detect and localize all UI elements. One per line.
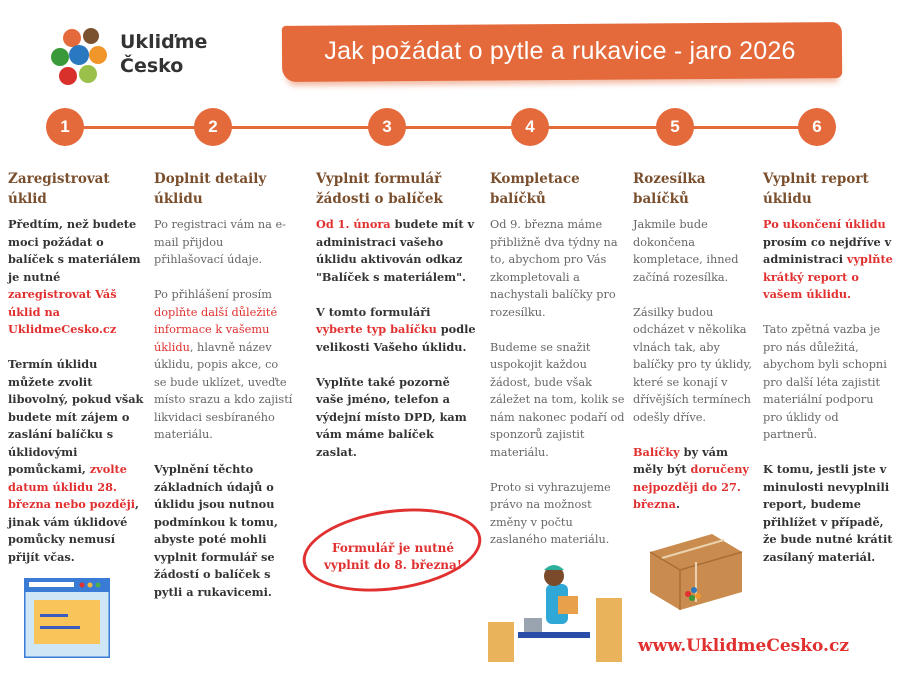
step-4-circle: 4 <box>511 108 549 146</box>
web-form-illustration-icon <box>24 578 110 658</box>
text-segment: Vyplňte také pozorně vaše jméno, telefon a výdejní místo DPD, kam vám máme balíček zaslat. <box>316 374 467 459</box>
text-segment: V tomto formuláři <box>316 304 431 319</box>
page-title: Jak požádat o pytle a rukavice - jaro 2026 <box>324 37 796 65</box>
packing-person-illustration-icon <box>488 562 623 662</box>
step-3-circle: 3 <box>368 108 406 146</box>
step-heading: Kompletace balíčků <box>490 171 580 207</box>
parcel-box-illustration-icon <box>642 522 746 612</box>
text-segment: Zásilky budou odcházet v několika vlnách tak, aby balíčky pro ty úklidy, které se konají v dřívějších termínech odešly dříve. <box>633 305 752 424</box>
step-paragraph <box>490 216 628 321</box>
text-segment: Tato zpětná vazba je pro nás důležitá, abychom byli schopni pro další léta zajistit materiální podporu pro úklidy od partnerů. <box>763 323 887 441</box>
timeline-line <box>65 126 817 129</box>
step-heading: Doplnit detaily úklidu <box>154 171 267 207</box>
text-segment: Vyplnění těchto základních údajů o úklidu jsou nutnou podmínkou k tomu, abyste poté mohli vyplnit formulář se žádostí o balíček s pytli a rukavicemi. <box>154 462 278 599</box>
highlighted-text: Balíčky <box>633 444 680 459</box>
step-paragraph <box>763 461 895 566</box>
step-paragraph <box>154 286 294 444</box>
step-paragraph <box>154 216 294 269</box>
step-paragraph <box>316 216 476 286</box>
step-1-column <box>8 170 145 584</box>
ukliddme-cesko-logo-icon <box>50 26 112 88</box>
step-4-column <box>490 170 628 566</box>
highlighted-text: Od 1. února <box>316 217 391 231</box>
step-paragraph <box>763 321 895 444</box>
step-6-column <box>763 170 895 584</box>
text-segment: Jakmile bude dokončena kompletace, ihned začíná rozesílka. <box>633 218 739 284</box>
text-segment: Budeme se snažit uspokojit každou žádost, bude však záležet na tom, kolik se nám nakonec podaří od sponzorů zajistit materiálu. <box>490 340 625 459</box>
step-paragraph <box>633 304 757 427</box>
step-paragraph <box>8 216 145 339</box>
step-2-column <box>154 170 294 619</box>
text-segment: Proto si vyhrazujeme právo na možnost změny v počtu zaslaného materiálu. <box>490 480 611 546</box>
logo-line-1: Ukliďme <box>120 31 208 53</box>
text-segment: Po přihlášení prosím <box>154 288 272 301</box>
deadline-stamp-text: Formulář je nutné vyplnit do 8. března! <box>323 541 463 572</box>
step-5-circle: 5 <box>656 108 694 146</box>
text-segment: , hlavně název úklidu, popis akce, co se bude uklízet, uveďte místo srazu a kdo zajistí likvidaci sesbíraného materiálu. <box>154 340 293 441</box>
text-segment: K tomu, jestli jste v minulosti nevyplnili report, budeme přihlížet v případě, že bude nutné krátit zasílaný materiál. <box>763 462 893 564</box>
step-paragraph <box>633 444 757 514</box>
step-paragraph <box>490 479 628 549</box>
text-segment: prosím co nejdříve v administraci <box>763 234 892 266</box>
text-segment: by vám měly být <box>633 444 728 476</box>
step-5-column <box>633 170 757 531</box>
step-heading: Vyplnit formulář žádosti o balíček <box>316 171 443 207</box>
text-segment: budete mít v administraci vašeho úklidu aktivován odkaz "Balíček s materiálem". <box>316 217 475 284</box>
step-heading: Zaregistrovat úklid <box>8 171 110 207</box>
highlighted-text: zvolte datum úklidu 28. března nebo později <box>8 462 136 511</box>
highlighted-text: doplňte další důležité informace k vašemu úklidu <box>154 305 278 354</box>
step-paragraph <box>154 461 294 601</box>
highlighted-text: vyberte typ balíčku <box>316 322 437 336</box>
step-heading: Vyplnit report úklidu <box>763 171 869 207</box>
text-segment: Od 9. března máme přibližně dva týdny na to, abychom pro Vás zkompletovali a nachystali balíčky pro rozesílku. <box>490 218 618 319</box>
logo-text <box>120 30 207 78</box>
step-6-circle: 6 <box>798 108 836 146</box>
website-link[interactable]: www.UklidmeCesko.cz <box>638 636 849 656</box>
step-heading: Rozesílka balíčků <box>633 171 706 207</box>
step-paragraph <box>316 304 476 357</box>
step-paragraph <box>490 339 628 462</box>
step-paragraph <box>316 374 476 462</box>
text-segment: , jinak vám úklidové pomůcky nemusí přijít včas. <box>8 497 139 564</box>
text-segment: Termín úklidu můžete zvolit libovolný, pokud však budete mít zájem o zaslání balíčku s úklidovými pomůckami, <box>8 357 144 476</box>
highlighted-text: Po ukončení úklidu <box>763 217 886 231</box>
text-segment: Předtím, než budete moci požádat o balíček s materiálem je nutné <box>8 217 141 284</box>
logo-line-2: Česko <box>120 55 184 77</box>
step-2-circle: 2 <box>194 108 232 146</box>
highlighted-text: zaregistrovat Váš úklid na UklidmeCesko.cz <box>8 287 117 336</box>
step-paragraph <box>8 356 145 566</box>
step-paragraph <box>763 216 895 304</box>
text-segment: Po registraci vám na e-mail přijdou přihlašovací údaje. <box>154 218 286 266</box>
step-1-circle: 1 <box>46 108 84 146</box>
text-segment: . <box>676 497 680 511</box>
text-segment: podle velikosti Vašeho úklidu. <box>316 322 476 354</box>
highlighted-text: doručeny nejpozději do 27. března <box>633 462 749 511</box>
highlighted-text: vyplňte krátký report o vašem úklidu. <box>763 252 893 301</box>
step-paragraph <box>633 216 757 286</box>
step-3-column <box>316 170 476 479</box>
